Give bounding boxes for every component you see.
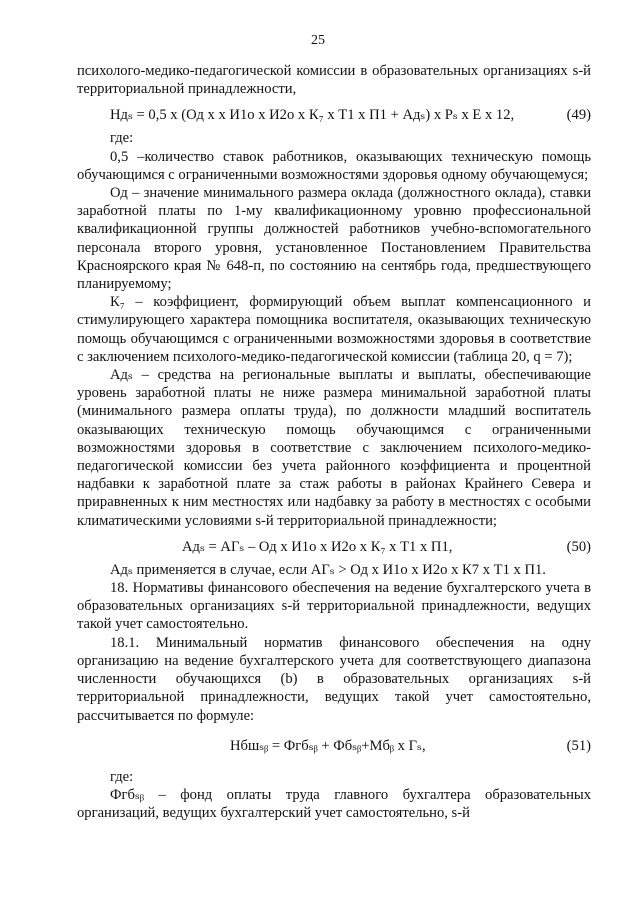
paragraph-staff-rate: 0,5 –количество ставок работников, оказывающих техническую помощь обучающимся с ограниченными возможностями здоровья одному обучающемуся; [77,148,591,183]
formula-49-expression: Ндₛ = 0,5 х (Од х х И1о х И2о х К₇ х Т1 х П1 + Адₛ) х Pₛ х Е х 12, [110,107,515,124]
paragraph-18-1: 18.1. Минимальный норматив финансового обеспечения на одну организацию на ведение бухгалтерского учета для соответствующего диапазона численности обучающихся (b) в образовательных организациях s-й территориальной принадлежности, ведущих такой учет самостоятельно, рассчитывается по формуле: [77,634,591,724]
formula-51 [77,735,591,757]
page-number: 25 [311,33,325,48]
formula-50 [77,536,591,558]
formula-51-expression: Нбшₛᵦ = Фгбₛᵦ + Фбₛᵦ+Мбᵦ х Гₛ, [230,737,426,754]
formula-50-expression: Адₛ = АГₛ – Од х И1о х И2о х К₇ х Т1 х П1, [182,538,453,555]
paragraph-fgb-definition: Фгбₛᵦ – фонд оплаты труда главного бухгалтера образовательных организаций, ведущих бухгалтерский учет самостоятельно, s-й [77,786,591,822]
where-label-2: где: [110,768,134,785]
paragraph-k7-definition: К₇ – коэффициент, формирующий объем выплат компенсационного и стимулирующего характера помощника воспитателя, оказывающих техническую помощь обучающимся с ограниченными возможностями здоровья в соответствие с заключением психолого-медико-педагогической комиссии (таблица 20, q = 7); [77,294,591,365]
paragraph-intro: психолого-медико-педагогической комиссии в образовательных организациях s-й территориальной принадлежности, [77,63,591,98]
formula-49 [77,104,591,126]
formula-51-number: (51) [566,737,591,754]
paragraph-od-definition: Од – значение минимального размера оклада (должностного оклада), ставки заработной платы по 1-му квалификационному уровню профессиональной квалификационной группы должностей работников учебно-вспомогательного персонала второго уровня, установленное Постановлением Правительства Красноярского края № 648-п, по состоянию на сентябрь года, предшествующего планируемому; [77,185,591,293]
where-label-1: где: [110,130,134,147]
section-18-heading: 18. Нормативы финансового обеспечения на ведение бухгалтерского учета в образовательных организациях s-й территориальной принадлежности, ведущих такой учет самостоятельно. [77,580,591,633]
formula-49-number: (49) [566,107,591,124]
paragraph-ads-definition: Адₛ – средства на региональные выплаты и выплаты, обеспечивающие уровень заработной платы не ниже размера минимальной заработной платы (минимального размера оплаты труда), по должности младший воспитатель оказывающих техническую помощь обучающимся с ограниченными возможностями здоровья в соответствие с заключением психолого-медико-педагогической комиссии без учета районного коэффициента и процентной надбавки к заработной плате за стаж работы в районах Крайнего Севера и приравненных к ним местностях или надбавку за работу в местностях с особыми климатическими условиями s-й территориальной принадлежности; [77,367,591,529]
page-body [77,62,591,822]
paragraph-ads-condition: Адₛ применяется в случае, если АГₛ > Од х И1о х И2о х К7 х Т1 х П1. [110,561,546,578]
formula-50-number: (50) [566,538,591,555]
